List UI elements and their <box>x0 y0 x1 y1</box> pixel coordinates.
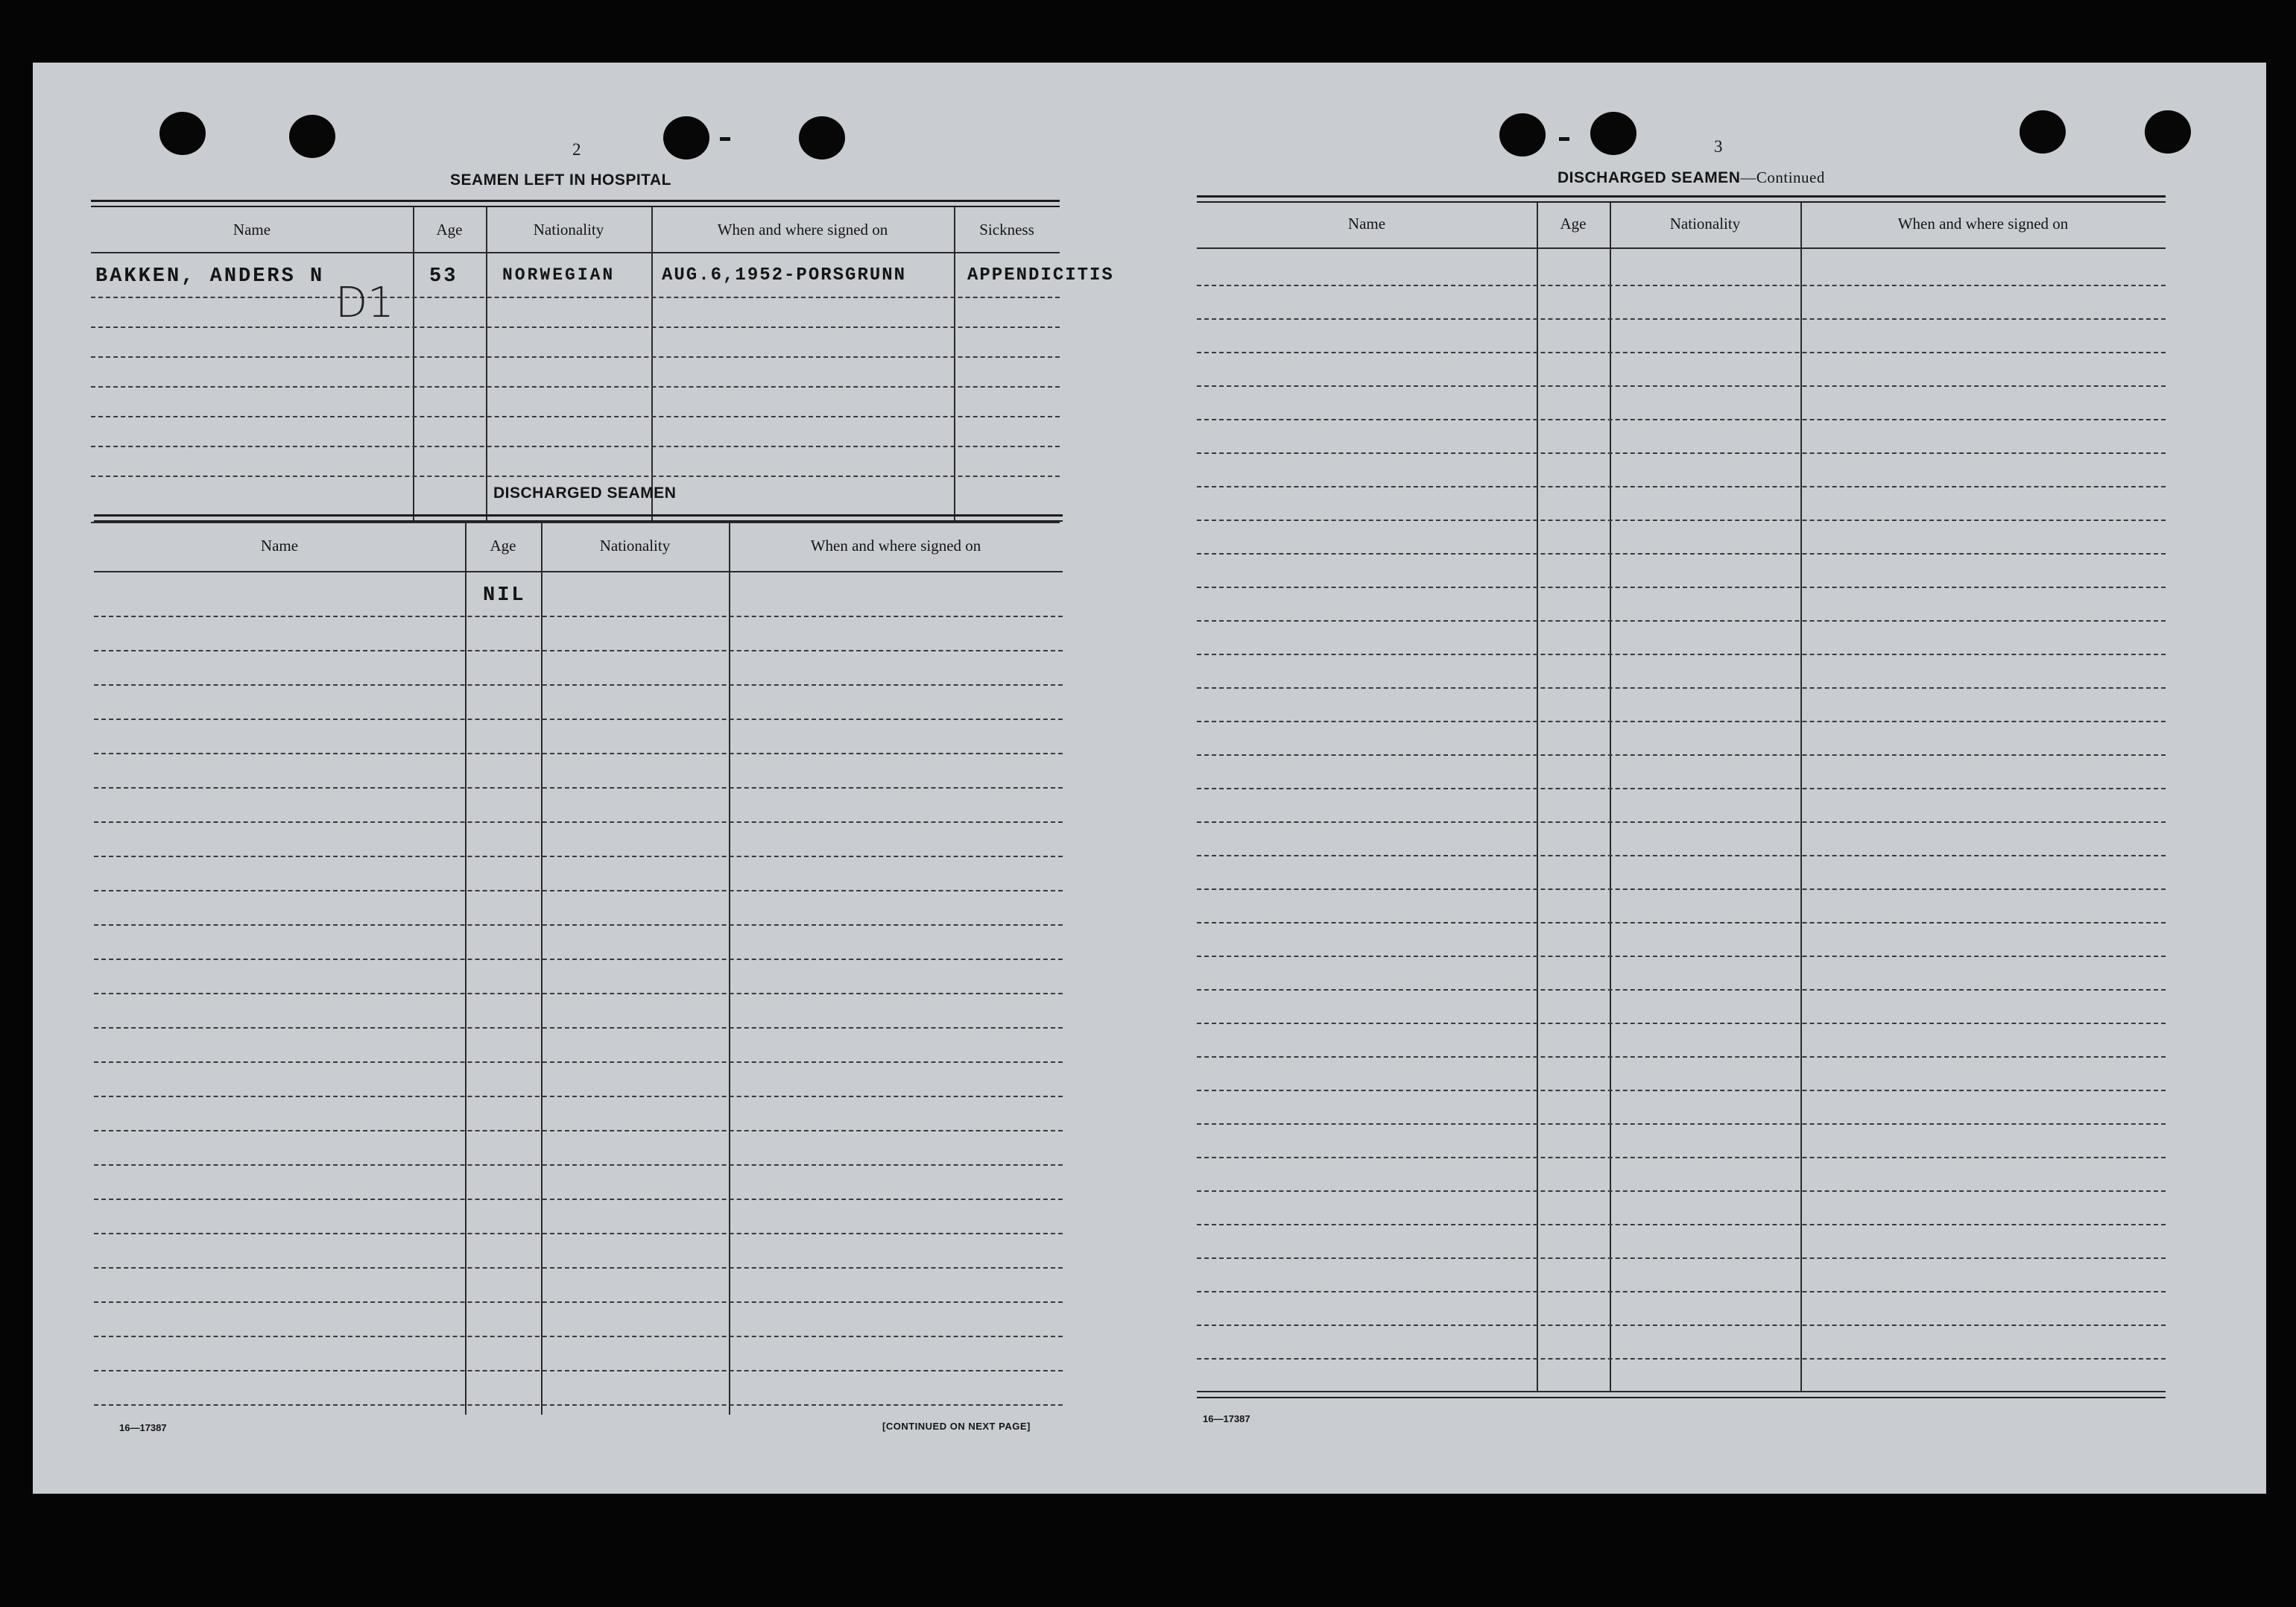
discharged-section-title: DISCHARGED SEAMEN <box>493 484 677 502</box>
ruled-line <box>1197 1325 2166 1326</box>
seaman-name: BAKKEN, ANDERS N <box>95 265 325 288</box>
ruled-line <box>94 1027 1063 1029</box>
bottom-rule <box>1197 1397 2166 1398</box>
ruled-line <box>94 993 1063 994</box>
ruled-line <box>1197 888 2166 890</box>
ruled-line <box>1197 989 2166 991</box>
ruled-line <box>1197 687 2166 689</box>
section-title <box>1557 168 1825 187</box>
ruled-line <box>1197 1257 2166 1259</box>
ruled-line <box>1197 285 2166 286</box>
ruled-line <box>94 890 1063 891</box>
header-rule <box>91 200 1060 202</box>
ruled-line <box>1197 1224 2166 1225</box>
ruled-line <box>94 787 1063 789</box>
ruled-line <box>1197 956 2166 957</box>
ruled-line <box>1197 654 2166 655</box>
ruled-line <box>1197 1358 2166 1360</box>
ruled-line <box>1197 1056 2166 1058</box>
handwritten-mark: D1 <box>335 279 394 327</box>
punch-hole <box>2020 110 2066 154</box>
seaman-signed-on: AUG.6,1952-PORSGRUNN <box>662 265 907 285</box>
seaman-age: 53 <box>429 265 458 288</box>
ruled-line <box>94 650 1063 651</box>
seaman-sickness: APPENDICITIS <box>967 265 1114 285</box>
header-rule <box>94 514 1063 517</box>
ruled-line <box>94 1164 1063 1166</box>
ruled-line <box>1197 1123 2166 1125</box>
right-page <box>1143 63 2266 1494</box>
punch-hole <box>159 112 206 155</box>
page-number: 3 <box>1714 137 1723 156</box>
col-sickness: Sickness <box>979 221 1034 239</box>
col-age: Age <box>490 537 516 555</box>
ruled-line <box>94 719 1063 720</box>
punch-hole <box>799 116 845 160</box>
discharged-continued-table <box>1197 203 2166 1392</box>
ruled-line <box>1197 520 2166 521</box>
punch-hole <box>289 115 335 158</box>
ruled-line <box>1197 452 2166 454</box>
ruled-line <box>1197 1090 2166 1091</box>
ruled-line <box>1197 754 2166 756</box>
continued-note: [CONTINUED ON NEXT PAGE] <box>882 1421 1031 1432</box>
punch-hole <box>1590 112 1636 155</box>
ruled-line <box>1197 587 2166 588</box>
punch-hole <box>2145 110 2191 154</box>
seaman-nationality: NORWEGIAN <box>502 265 616 285</box>
ruled-line <box>94 753 1063 754</box>
ruled-line <box>1197 553 2166 555</box>
col-age: Age <box>436 221 463 239</box>
page-number: 2 <box>572 140 581 159</box>
ruled-line <box>94 1096 1063 1097</box>
ruled-line <box>1197 620 2166 622</box>
ruled-line <box>1197 788 2166 789</box>
ruled-line <box>1197 821 2166 823</box>
ruled-line <box>94 924 1063 926</box>
col-name: Name <box>233 221 271 239</box>
left-page <box>33 63 1143 1494</box>
ruled-line <box>1197 318 2166 320</box>
ruled-line <box>94 1267 1063 1269</box>
ruled-line <box>1197 486 2166 487</box>
ruled-line <box>94 1199 1063 1200</box>
ruled-line <box>94 856 1063 857</box>
col-nationality: Nationality <box>1669 215 1741 233</box>
col-name: Name <box>1347 215 1386 233</box>
ruled-line <box>94 821 1063 823</box>
ruled-line <box>94 1233 1063 1234</box>
ruled-line <box>94 959 1063 960</box>
col-nationality: Nationality <box>599 537 671 555</box>
form-number: 16—17387 <box>119 1422 167 1433</box>
ruled-line <box>94 684 1063 686</box>
punch-hole <box>663 116 709 160</box>
ruled-line <box>1197 855 2166 856</box>
punch-mark <box>1559 137 1569 141</box>
col-age: Age <box>1560 215 1587 233</box>
ruled-line <box>1197 922 2166 924</box>
ruled-line <box>94 1061 1063 1063</box>
ruled-line <box>1197 1157 2166 1158</box>
ruled-line <box>94 616 1063 617</box>
header-rule <box>1197 195 2166 198</box>
ruled-line <box>1197 419 2166 420</box>
ruled-line <box>94 1370 1063 1371</box>
ruled-line <box>94 1404 1063 1406</box>
ruled-line <box>94 1130 1063 1131</box>
ruled-line <box>94 1336 1063 1337</box>
ledger-sheet <box>33 63 2266 1494</box>
discharged-age-entry: NIL <box>483 584 526 607</box>
hospital-section-title: SEAMEN LEFT IN HOSPITAL <box>450 171 671 189</box>
hospital-table <box>91 207 1114 523</box>
ruled-line <box>1197 1023 2166 1024</box>
col-signed-on: When and where signed on <box>717 221 888 239</box>
section-title-main: DISCHARGED SEAMEN <box>1557 169 1741 186</box>
ruled-line <box>1197 1291 2166 1292</box>
col-nationality: Nationality <box>533 221 604 239</box>
ruled-line <box>1197 352 2166 353</box>
ruled-line <box>1197 1190 2166 1192</box>
col-signed-on: When and where signed on <box>810 537 981 555</box>
discharged-table <box>94 522 1063 1415</box>
ruled-line <box>1197 721 2166 722</box>
col-name: Name <box>260 537 299 555</box>
ruled-line <box>94 1301 1063 1303</box>
section-title-continued: —Continued <box>1740 168 1825 186</box>
punch-hole <box>1499 113 1546 157</box>
col-signed-on: When and where signed on <box>1897 215 2069 233</box>
ruled-line <box>1197 385 2166 387</box>
punch-mark <box>720 137 730 141</box>
form-number: 16—17387 <box>1203 1413 1250 1424</box>
